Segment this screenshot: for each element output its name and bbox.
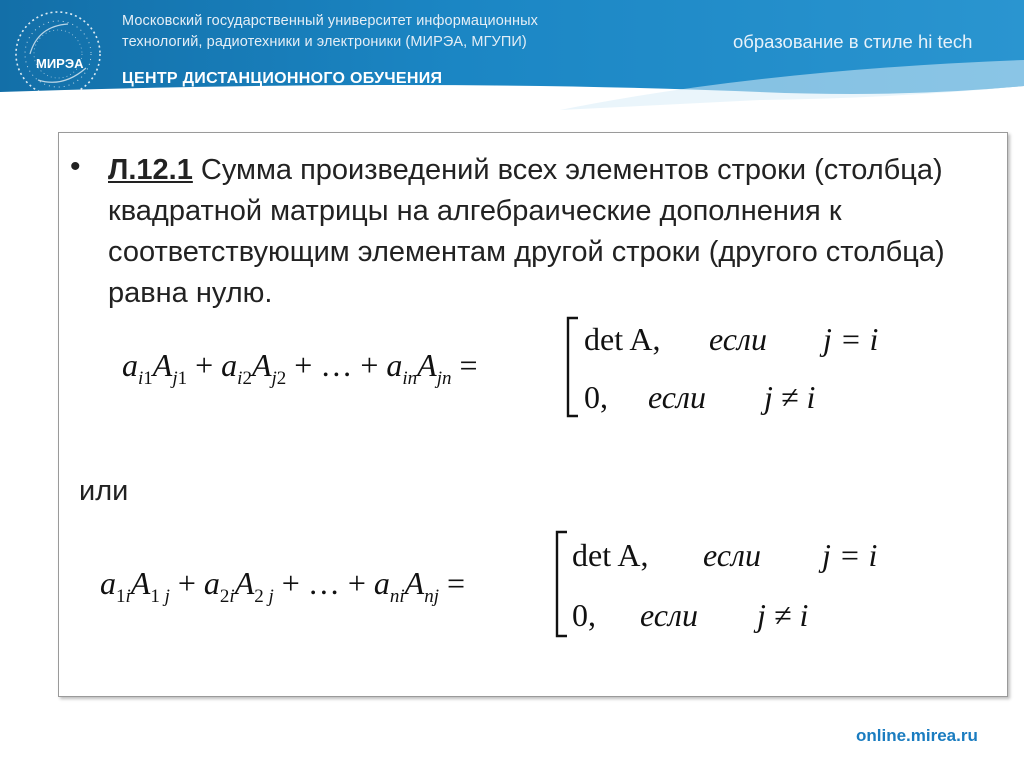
slogan: образование в стиле hi tech [733, 31, 973, 52]
lemma-body: Сумма произведений всех элементов строки (столбца) квадратной матрицы на алгебраические дополнения к соответствующим элементам другой строки (другого столбца) равна нулю. [108, 154, 945, 309]
formula-1-case2-value: 0, [584, 379, 608, 415]
formula-1 [122, 318, 878, 416]
formula-1-case1-condition: j = i [823, 321, 879, 357]
formula-1-bracket [568, 318, 578, 416]
formula-2-case2-value: 0, [572, 597, 596, 633]
formula-1-case2-condition: j ≠ i [764, 379, 816, 415]
or-connector: или [79, 475, 129, 507]
formula-2-case2-condition: j ≠ i [757, 597, 809, 633]
formula-1-case2-word: если [648, 379, 706, 415]
formula-1-case1-word: если [709, 321, 767, 357]
formula-2 [100, 532, 877, 636]
formula-2-case1-word: если [703, 537, 761, 573]
formula-2-case2-word: если [640, 597, 698, 633]
university-name-line1: Московский государственный университет информационных [122, 13, 538, 29]
university-name-line2: технологий, радиотехники и электроники (МИРЭА, МГУПИ) [122, 34, 527, 50]
bullet-marker: • [70, 150, 81, 183]
center-title: ЦЕНТР ДИСТАНЦИОННОГО ОБУЧЕНИЯ [122, 70, 443, 87]
formula-2-case1-value: det A, [572, 537, 649, 573]
formula-2-lhs: $a_1iA_1$ $j + a_2iA_2$ j + … + $a_{ni}A_{nj}$ = [100, 565, 466, 607]
lemma-label: Л.12.1 [108, 154, 193, 186]
formula-1-case1-value: det A, [584, 321, 661, 357]
logo-text: МИРЭА [36, 56, 84, 71]
footer-url-link[interactable]: online.mirea.ru [856, 726, 978, 745]
formula-1-lhs: $a_i1A_j1 + a_i2A_j2$ + … + $a_{in}A_{jn}$ = [122, 347, 478, 389]
formula-2-bracket [557, 532, 567, 636]
formula-2-case1-condition: j = i [822, 537, 878, 573]
